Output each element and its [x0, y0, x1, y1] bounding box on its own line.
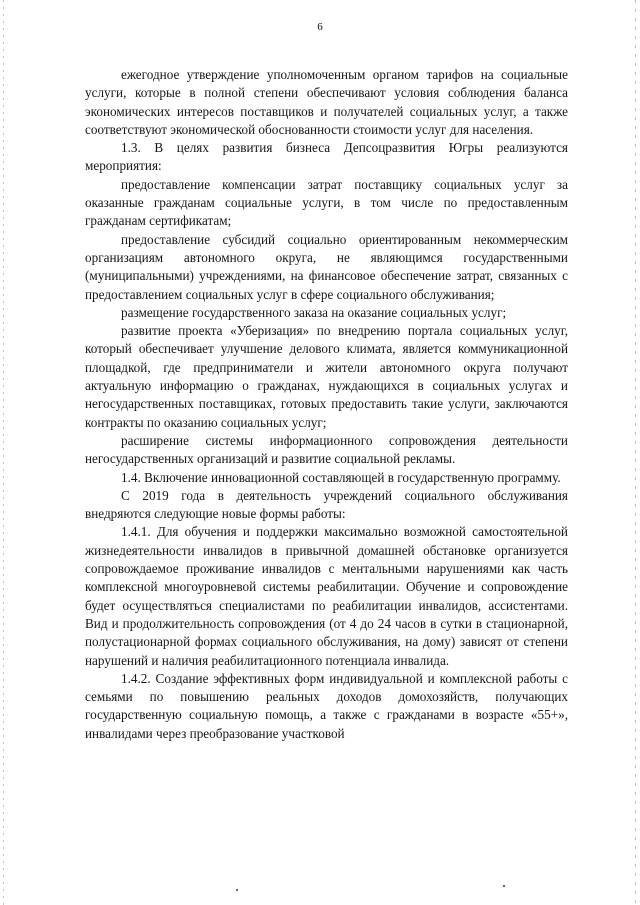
paragraph-info-support: расширение системы информационного сопровождения деятельности негосударственных организаций и развитие социальной рекламы. — [85, 432, 568, 467]
paragraph-compensation: предоставление компенсации затрат поставщику социальных услуг за оказанные гражданам социальные услуги, в том числе по предоставленным гражданам сертификатам; — [85, 176, 568, 229]
scan-speck — [503, 885, 505, 887]
scan-edge-right — [635, 0, 636, 905]
paragraph-state-order: размещение государственного заказа на оказание социальных услуг; — [121, 304, 507, 320]
page-number: 6 — [317, 21, 323, 33]
paragraph-1-4-1: 1.4.1. Для обучения и поддержки максимально возможной самостоятельной жизнедеятельности инвалидов в привычной домашней обстановке организуется сопровождаемое проживание инвалидов с ментальными нарушениями как часть комплексной многоуровневой системы реабилитации. Обучение и сопровождение будет осуществляться специалистами по реабилитации инвалидов, ассистентами. Вид и продолжительность сопровождения (от 4 до 24 часов в сутки в стационарной, полустационарной формах социального обслуживания, на дому) зависят от степени нарушений и наличия реабилитационного потенциала инвалида. — [85, 524, 568, 668]
paragraph-subsidies: предоставление субсидий социально ориентированным некоммерческим организациям автономного округа, не являющимся государственными (муниципальными) учреждениями, на финансовое обеспечение затрат, связанных с предоставлением социальных услуг в сфере социального обслуживания; — [85, 231, 568, 302]
paragraph-2019-intro: С 2019 года в деятельность учреждений социального обслуживания внедряются следующие новые формы работы: — [85, 487, 568, 522]
paragraph-uberization: развитие проекта «Уберизация» по внедрению портала социальных услуг, который обеспечивает улучшение делового климата, является коммуникационной площадкой, где предприниматели и жители автономного округа получают актуальную информацию о гражданах, нуждающихся в социальных услугах и негосударственных поставщиках, готовых предоставить такие услуги, заключаются контракты по оказанию социальных услуг; — [85, 323, 568, 430]
body-text — [85, 66, 568, 743]
paragraph-1-4-2: 1.4.2. Создание эффективных форм индивидуальной и комплексной работы с семьями по повышению реальных доходов домохозяйств, получающих государственную социальную помощь, а также с гражданами в возрасте «55+», инвалидами через преобразование участковой — [85, 670, 568, 741]
paragraph-1-3-heading: 1.3. В целях развития бизнеса Депсоцразвития Югры реализуются мероприятия: — [85, 140, 568, 174]
paragraph-1-4-heading: 1.4. Включение инновационной составляющей в государственную программу. — [121, 469, 561, 485]
paragraph-tariffs-continuation: ежегодное утверждение уполномоченным органом тарифов на социальные услуги, которые в полной степени обеспечивают условия соблюдения баланса экономических интересов поставщиков и получателей социальных услуг, а также соответствуют экономической обоснованности стоимости услуг для населения. — [85, 67, 568, 137]
scan-edge-left — [3, 0, 4, 905]
scan-speck — [236, 889, 238, 891]
